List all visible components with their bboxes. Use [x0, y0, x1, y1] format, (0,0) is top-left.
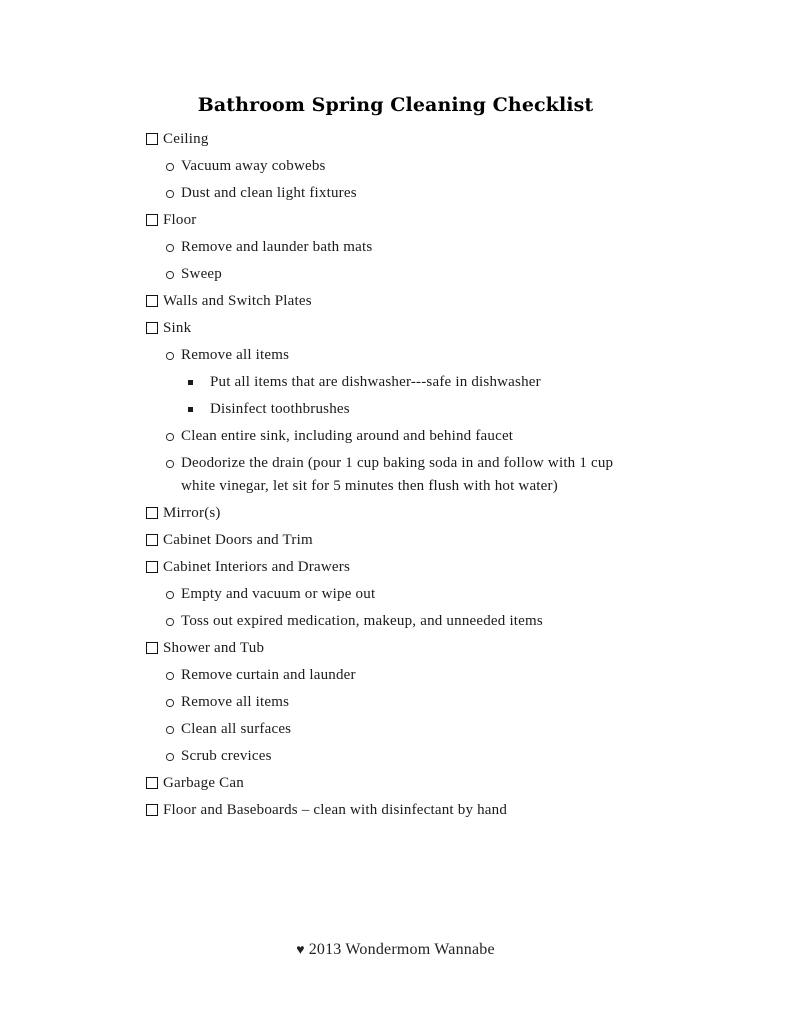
checkbox-icon	[146, 561, 158, 573]
circle-bullet-icon	[166, 190, 174, 198]
checklist-item-text: Put all items that are dishwasher---safe in dishwasher	[210, 374, 541, 390]
checklist-item-text: Toss out expired medication, makeup, and unneeded items	[181, 613, 543, 629]
circle-bullet-icon	[166, 460, 174, 468]
checkbox-icon	[146, 214, 158, 226]
square-bullet-icon	[188, 380, 193, 385]
circle-bullet-icon	[166, 753, 174, 761]
checklist-subitem	[0, 371, 791, 394]
checklist-item-text: Scrub crevices	[181, 748, 272, 764]
checklist-subitem	[0, 344, 791, 367]
checkbox-icon	[146, 534, 158, 546]
circle-bullet-icon	[166, 352, 174, 360]
checklist-item	[0, 637, 791, 660]
circle-bullet-icon	[166, 618, 174, 626]
circle-bullet-icon	[166, 163, 174, 171]
checklist	[0, 128, 791, 822]
checklist-item-text: Remove curtain and launder	[181, 667, 356, 683]
checklist-item-text: Mirror(s)	[163, 505, 221, 521]
page-title: Bathroom Spring Cleaning Checklist	[197, 94, 594, 116]
circle-bullet-icon	[166, 244, 174, 252]
checkbox-icon	[146, 295, 158, 307]
checklist-item	[0, 290, 791, 313]
footer-credit	[0, 940, 791, 961]
checklist-subitem	[0, 236, 791, 259]
checklist-subitem	[0, 155, 791, 178]
checklist-item-text: Cabinet Interiors and Drawers	[163, 559, 350, 575]
circle-bullet-icon	[166, 672, 174, 680]
checklist-subitem	[0, 425, 791, 448]
footer-text: 2013 Wondermom Wannabe	[308, 941, 495, 958]
heart-icon: ♥	[296, 943, 305, 958]
checklist-item-text: Vacuum away cobwebs	[181, 158, 326, 174]
circle-bullet-icon	[166, 271, 174, 279]
checklist-item	[0, 799, 791, 822]
circle-bullet-icon	[166, 591, 174, 599]
square-bullet-icon	[188, 407, 193, 412]
checkbox-icon	[146, 507, 158, 519]
checklist-item	[0, 502, 791, 525]
checklist-item-text: Deodorize the drain (pour 1 cup baking soda in and follow with 1 cup white vinegar, let sit for 5 minutes then flush with hot water)	[181, 455, 614, 494]
checklist-item-text: Clean entire sink, including around and behind faucet	[181, 428, 514, 444]
checklist-item-text: Garbage Can	[163, 775, 244, 791]
checklist-item-text: Disinfect toothbrushes	[210, 401, 350, 417]
checklist-item	[0, 529, 791, 552]
checklist-item	[0, 317, 791, 340]
checklist-item-text: Floor	[163, 212, 197, 228]
checklist-item	[0, 556, 791, 579]
checklist-item-text: Remove and launder bath mats	[181, 239, 373, 255]
checklist-subitem	[0, 263, 791, 286]
checkbox-icon	[146, 777, 158, 789]
checkbox-icon	[146, 322, 158, 334]
circle-bullet-icon	[166, 433, 174, 441]
checklist-subitem	[0, 610, 791, 633]
checklist-item	[0, 209, 791, 232]
checkbox-icon	[146, 804, 158, 816]
checklist-item-text: Floor and Baseboards – clean with disinfectant by hand	[163, 802, 508, 818]
checklist-subitem	[0, 664, 791, 687]
checklist-subitem	[0, 583, 791, 606]
checklist-item	[0, 128, 791, 151]
checklist-subitem	[0, 745, 791, 768]
checklist-item-text: Dust and clean light fixtures	[181, 185, 357, 201]
checklist-item-text: Sweep	[181, 266, 222, 282]
checklist-item	[0, 772, 791, 795]
checklist-subitem	[0, 182, 791, 205]
circle-bullet-icon	[166, 699, 174, 707]
checklist-item-text: Ceiling	[163, 131, 209, 147]
checklist-item-text: Clean all surfaces	[181, 721, 292, 737]
checklist-subitem	[0, 691, 791, 714]
checklist-subitem	[0, 398, 791, 421]
checklist-subitem	[0, 718, 791, 741]
circle-bullet-icon	[166, 726, 174, 734]
checklist-item-text: Shower and Tub	[163, 640, 265, 656]
checklist-item-text: Remove all items	[181, 694, 290, 710]
checkbox-icon	[146, 133, 158, 145]
checkbox-icon	[146, 642, 158, 654]
checklist-subitem	[0, 452, 791, 498]
checklist-item-text: Walls and Switch Plates	[163, 293, 312, 309]
checklist-item-text: Sink	[163, 320, 192, 336]
checklist-item-text: Remove all items	[181, 347, 290, 363]
checklist-item-text: Empty and vacuum or wipe out	[181, 586, 376, 602]
checklist-item-text: Cabinet Doors and Trim	[163, 532, 313, 548]
